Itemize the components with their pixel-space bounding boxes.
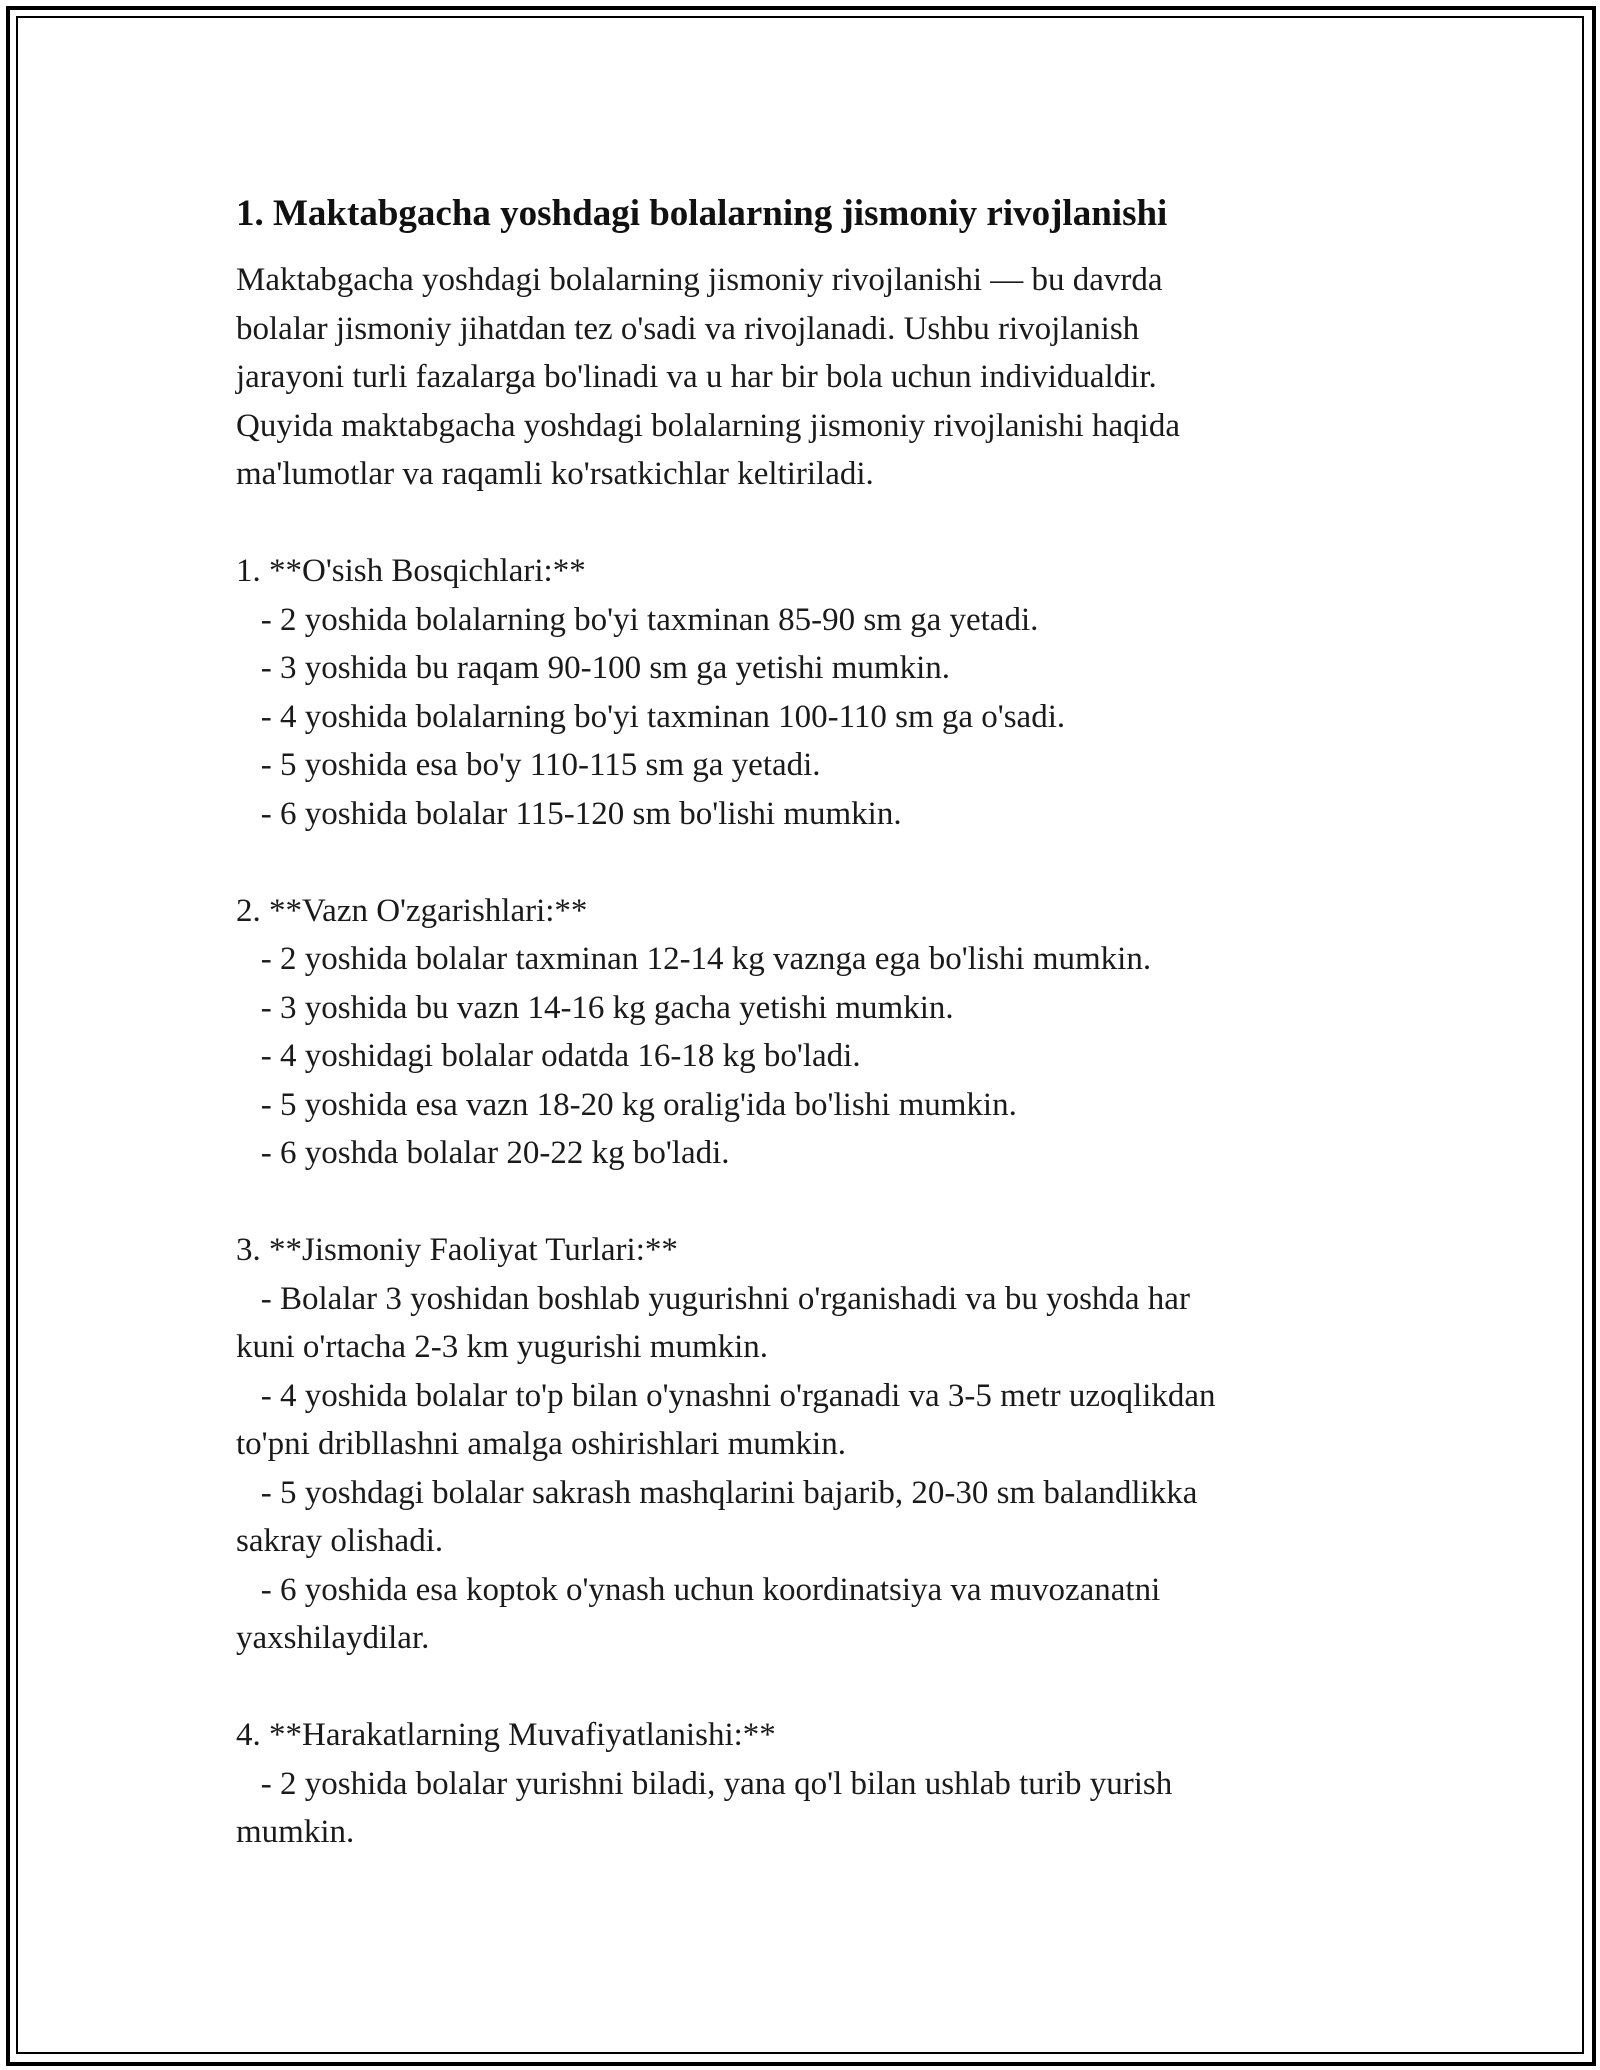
document-page	[236, 188, 1366, 1857]
section-coordination	[236, 1711, 1366, 1857]
section-activities	[236, 1226, 1366, 1663]
section-growth	[236, 547, 1366, 838]
section-title: 4. **Harakatlarning Muvafiyatlanishi:**	[236, 1717, 776, 1753]
blank-line	[236, 1178, 1366, 1227]
section-list: - Bolalar 3 yoshidan boshlab yugurishni o'rganishadi va bu yoshda har kuni o'rtacha 2-3 km yugurishi mumkin. - 4 yoshida bolalar to'p bilan o'ynashni o'rganadi va 3-5 metr uzoqlikdan to'pni dribllashni amalga oshirishlari mumkin. - 5 yoshdagi bolalar sakrash mashqlarini bajarib, 20-30 sm balandlikka sakray olishadi. - 6 yoshida esa koptok o'ynash uchun koordinatsiya va muvozanatni yaxshilaydilar.	[236, 1280, 1216, 1656]
section-list: - 2 yoshida bolalar yurishni biladi, yana qo'l bilan ushlab turib yurish mumkin.	[236, 1765, 1173, 1850]
section-list: - 2 yoshida bolalar taxminan 12-14 kg vaznga ega bo'lishi mumkin. - 3 yoshida bu vazn 14-16 kg gacha yetishi mumkin. - 4 yoshidagi bolalar odatda 16-18 kg bo'ladi. - 5 yoshida esa vazn 18-20 kg oralig'ida bo'lishi mumkin. - 6 yoshda bolalar 20-22 kg bo'ladi.	[260, 941, 1152, 1171]
blank-line	[236, 1663, 1366, 1712]
section-list: - 2 yoshida bolalarning bo'yi taxminan 85-90 sm ga yetadi. - 3 yoshida bu raqam 90-100 sm ga yetishi mumkin. - 4 yoshida bolalarning bo'yi taxminan 100-110 sm ga o'sadi. - 5 yoshida esa bo'y 110-115 sm ga yetadi. - 6 yoshida bolalar 115-120 sm bo'lishi mumkin.	[260, 601, 1066, 832]
section-title: 1. **O'sish Bosqichlari:**	[236, 553, 586, 589]
section-weight	[236, 887, 1366, 1178]
section-title: 2. **Vazn O'zgarishlari:**	[236, 892, 588, 929]
document-heading: 1. Maktabgacha yoshdagi bolalarning jismoniy rivojlanishi	[236, 193, 1168, 234]
intro-paragraph: Maktabgacha yoshdagi bolalarning jismoniy rivojlanishi — bu davrda bolalar jismoniy jihatdan tez o'sadi va rivojlanadi. Ushbu rivojlanish jarayoni turli fazalarga bo'linadi va u har bir bola uchun individualdir. Quyida maktabgacha yoshdagi bolalarning jismoniy rivojlanishi haqida ma'lumotlar va raqamli ko'rsatkichlar keltiriladi.	[236, 262, 1180, 492]
blank-line	[236, 838, 1366, 887]
section-title: 3. **Jismoniy Faoliyat Turlari:**	[236, 1232, 678, 1268]
blank-line	[236, 499, 1366, 548]
